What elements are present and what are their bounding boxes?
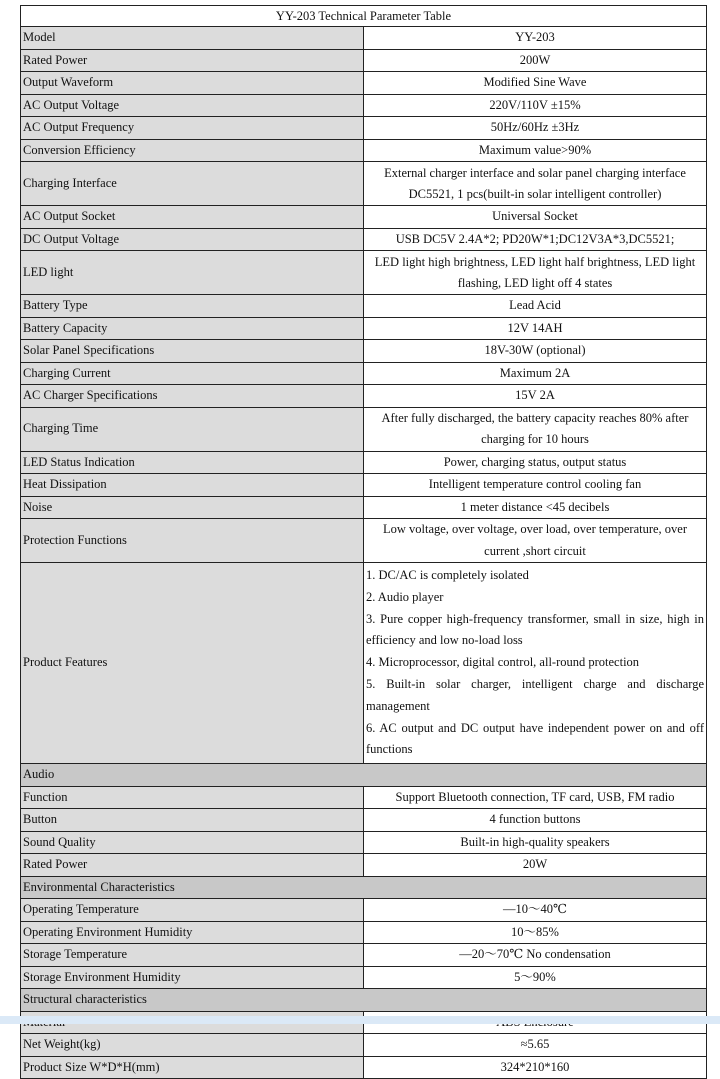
param-value-rated-power: 20W — [364, 854, 707, 877]
param-value-conversion-efficiency: Maximum value>90% — [364, 139, 707, 162]
feature-item: 1. DC/AC is completely isolated — [366, 568, 529, 582]
param-label-ac-output-socket: AC Output Socket — [21, 206, 364, 229]
param-label-operating-temperature: Operating Temperature — [21, 899, 364, 922]
param-value-ac-charger-specifications: 15V 2A — [364, 385, 707, 408]
param-value-rated-power: 200W — [364, 49, 707, 72]
param-label-battery-type: Battery Type — [21, 295, 364, 318]
param-label-solar-panel-specifications: Solar Panel Specifications — [21, 340, 364, 363]
param-label-operating-environment-humidity: Operating Environment Humidity — [21, 921, 364, 944]
param-value-protection-functions: Low voltage, over voltage, over load, over temperature, over current ,short circuit — [364, 519, 707, 563]
param-label-product-size-w-d-h-mm: Product Size W*D*H(mm) — [21, 1056, 364, 1079]
feature-item: 2. Audio player — [366, 589, 444, 604]
param-value-led-light: LED light high brightness, LED light half brightness, LED light flashing, LED light off 4 states — [364, 251, 707, 295]
param-value-battery-capacity: 12V 14AH — [364, 317, 707, 340]
table-row — [21, 162, 707, 206]
param-value-model: YY-203 — [364, 27, 707, 50]
param-value-solar-panel-specifications: 18V-30W (optional) — [364, 340, 707, 363]
feature-item: 4. Microprocessor, digital control, all-round protection — [366, 655, 640, 670]
table-row — [21, 451, 707, 474]
section-heading-environmental: Environmental Characteristics — [21, 876, 707, 899]
param-label-conversion-efficiency: Conversion Efficiency — [21, 139, 364, 162]
param-value-storage-temperature: —20～70℃ No condensation — [364, 944, 707, 967]
param-label-rated-power: Rated Power — [21, 854, 364, 877]
table-row — [21, 94, 707, 117]
param-value-operating-environment-humidity: 10～85% — [364, 921, 707, 944]
param-label-rated-power: Rated Power — [21, 49, 364, 72]
section-row-structural — [21, 989, 707, 1012]
table-row — [21, 317, 707, 340]
param-value-noise: 1 meter distance <45 decibels — [364, 496, 707, 519]
section-heading-audio: Audio — [21, 764, 707, 787]
param-value-button: 4 function buttons — [364, 809, 707, 832]
param-value-ac-output-socket: Universal Socket — [364, 206, 707, 229]
param-label-charging-time: Charging Time — [21, 407, 364, 451]
table-row — [21, 474, 707, 497]
param-value-charging-interface: External charger interface and solar panel charging interface DC5521, 1 pcs(built-in solar intelligent controller) — [364, 162, 707, 206]
table-row — [21, 228, 707, 251]
param-label-net-weight-kg: Net Weight(kg) — [21, 1034, 364, 1057]
param-label-button: Button — [21, 809, 364, 832]
table-row — [21, 496, 707, 519]
param-label-charging-interface: Charging Interface — [21, 162, 364, 206]
table-row — [21, 251, 707, 295]
param-value-led-status-indication: Power, charging status, output status — [364, 451, 707, 474]
param-label-battery-capacity: Battery Capacity — [21, 317, 364, 340]
table-row — [21, 1056, 707, 1079]
param-label-model: Model — [21, 27, 364, 50]
section-row-audio — [21, 764, 707, 787]
param-label-dc-output-voltage: DC Output Voltage — [21, 228, 364, 251]
table-row — [21, 563, 707, 764]
table-row — [21, 117, 707, 140]
param-label-noise: Noise — [21, 496, 364, 519]
table-row — [21, 966, 707, 989]
table-row — [21, 49, 707, 72]
param-value-storage-environment-humidity: 5～90% — [364, 966, 707, 989]
param-value-battery-type: Lead Acid — [364, 295, 707, 318]
param-value-output-waveform: Modified Sine Wave — [364, 72, 707, 95]
param-label-ac-output-voltage: AC Output Voltage — [21, 94, 364, 117]
table-title: YY-203 Technical Parameter Table — [21, 6, 707, 27]
table-row — [21, 944, 707, 967]
product-features-list — [364, 563, 707, 764]
param-label-ac-output-frequency: AC Output Frequency — [21, 117, 364, 140]
table-row — [21, 519, 707, 563]
table-row — [21, 921, 707, 944]
param-label-ac-charger-specifications: AC Charger Specifications — [21, 385, 364, 408]
param-label-led-light: LED light — [21, 251, 364, 295]
param-label-storage-environment-humidity: Storage Environment Humidity — [21, 966, 364, 989]
feature-item: 5. Built-in solar charger, intelligent charge and discharge management — [366, 676, 704, 713]
param-value-ac-output-frequency: 50Hz/60Hz ±3Hz — [364, 117, 707, 140]
param-label-protection-functions: Protection Functions — [21, 519, 364, 563]
table-row — [21, 206, 707, 229]
param-value-operating-temperature: —10～40℃ — [364, 899, 707, 922]
table-row — [21, 295, 707, 318]
param-label-sound-quality: Sound Quality — [21, 831, 364, 854]
table-row — [21, 854, 707, 877]
feature-item: 3. Pure copper high-frequency transformer, small in size, high in efficiency and low no-load loss — [366, 611, 704, 648]
param-label-function: Function — [21, 786, 364, 809]
table-title-row — [21, 6, 707, 27]
table-row — [21, 385, 707, 408]
param-value-net-weight-kg: ≈5.65 — [364, 1034, 707, 1057]
table-row — [21, 362, 707, 385]
table-row — [21, 1034, 707, 1057]
table-row — [21, 899, 707, 922]
table-row — [21, 340, 707, 363]
parameter-table — [20, 5, 707, 1079]
param-label-heat-dissipation: Heat Dissipation — [21, 474, 364, 497]
table-row — [21, 407, 707, 451]
table-row — [21, 27, 707, 50]
param-label-output-waveform: Output Waveform — [21, 72, 364, 95]
param-label-charging-current: Charging Current — [21, 362, 364, 385]
table-row — [21, 831, 707, 854]
param-value-dc-output-voltage: USB DC5V 2.4A*2; PD20W*1;DC12V3A*3,DC5521; — [364, 228, 707, 251]
param-label-product-features: Product Features — [21, 563, 364, 764]
table-row — [21, 72, 707, 95]
table-row — [21, 139, 707, 162]
param-value-product-size-w-d-h-mm: 324*210*160 — [364, 1056, 707, 1079]
param-value-ac-output-voltage: 220V/110V ±15% — [364, 94, 707, 117]
table-row — [21, 809, 707, 832]
bottom-bar — [0, 1016, 720, 1024]
param-value-charging-current: Maximum 2A — [364, 362, 707, 385]
table-row — [21, 786, 707, 809]
section-heading-structural: Structural characteristics — [21, 989, 707, 1012]
section-row-environmental — [21, 876, 707, 899]
param-label-storage-temperature: Storage Temperature — [21, 944, 364, 967]
param-value-function: Support Bluetooth connection, TF card, USB, FM radio — [364, 786, 707, 809]
param-value-heat-dissipation: Intelligent temperature control cooling fan — [364, 474, 707, 497]
param-label-led-status-indication: LED Status Indication — [21, 451, 364, 474]
param-value-sound-quality: Built-in high-quality speakers — [364, 831, 707, 854]
feature-item: 6. AC output and DC output have independent power on and off functions — [366, 720, 704, 757]
param-value-charging-time: After fully discharged, the battery capacity reaches 80% after charging for 10 hours — [364, 407, 707, 451]
